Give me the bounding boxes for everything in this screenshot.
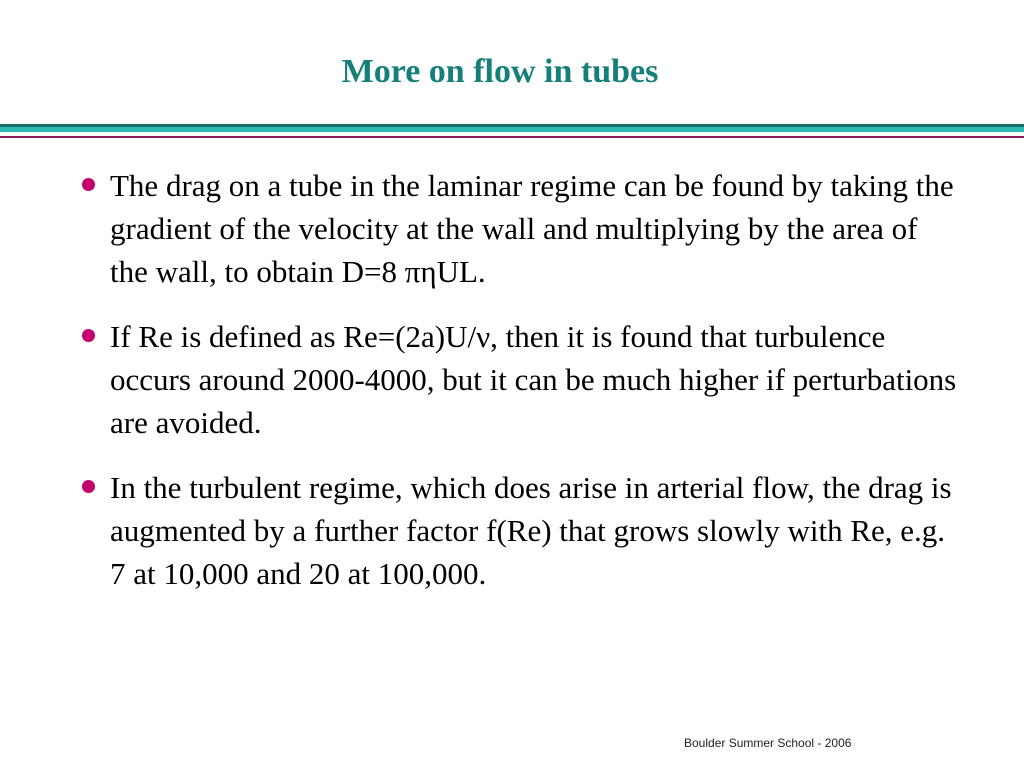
slide-footer: Boulder Summer School - 2006: [684, 736, 852, 750]
title-divider-accent: [0, 136, 1024, 138]
bullet-dot-icon: [82, 178, 95, 191]
bullet-text: The drag on a tube in the laminar regime can be found by taking the gradient of the velocity at the wall and multiplying by the area of the wall, to obtain D=8 πηUL.: [110, 168, 954, 289]
bullet-dot-icon: [82, 329, 95, 342]
bullet-dot-icon: [82, 480, 95, 493]
slide-title: More on flow in tubes: [341, 53, 659, 90]
bullet-list: [80, 164, 960, 617]
bullet-text: If Re is defined as Re=(2a)U/ν, then it is found that turbulence occurs around 2000-4000, but it can be much higher if perturbations are avoided.: [110, 319, 957, 440]
bullet-item: [80, 315, 960, 444]
bullet-item: [80, 164, 960, 293]
title-divider-light: [0, 127, 1024, 132]
bullet-item: [80, 466, 960, 595]
bullet-text: In the turbulent regime, which does arise in arterial flow, the drag is augmented by a further factor f(Re) that grows slowly with Re, e.g. 7 at 10,000 and 20 at 100,000.: [110, 470, 952, 591]
